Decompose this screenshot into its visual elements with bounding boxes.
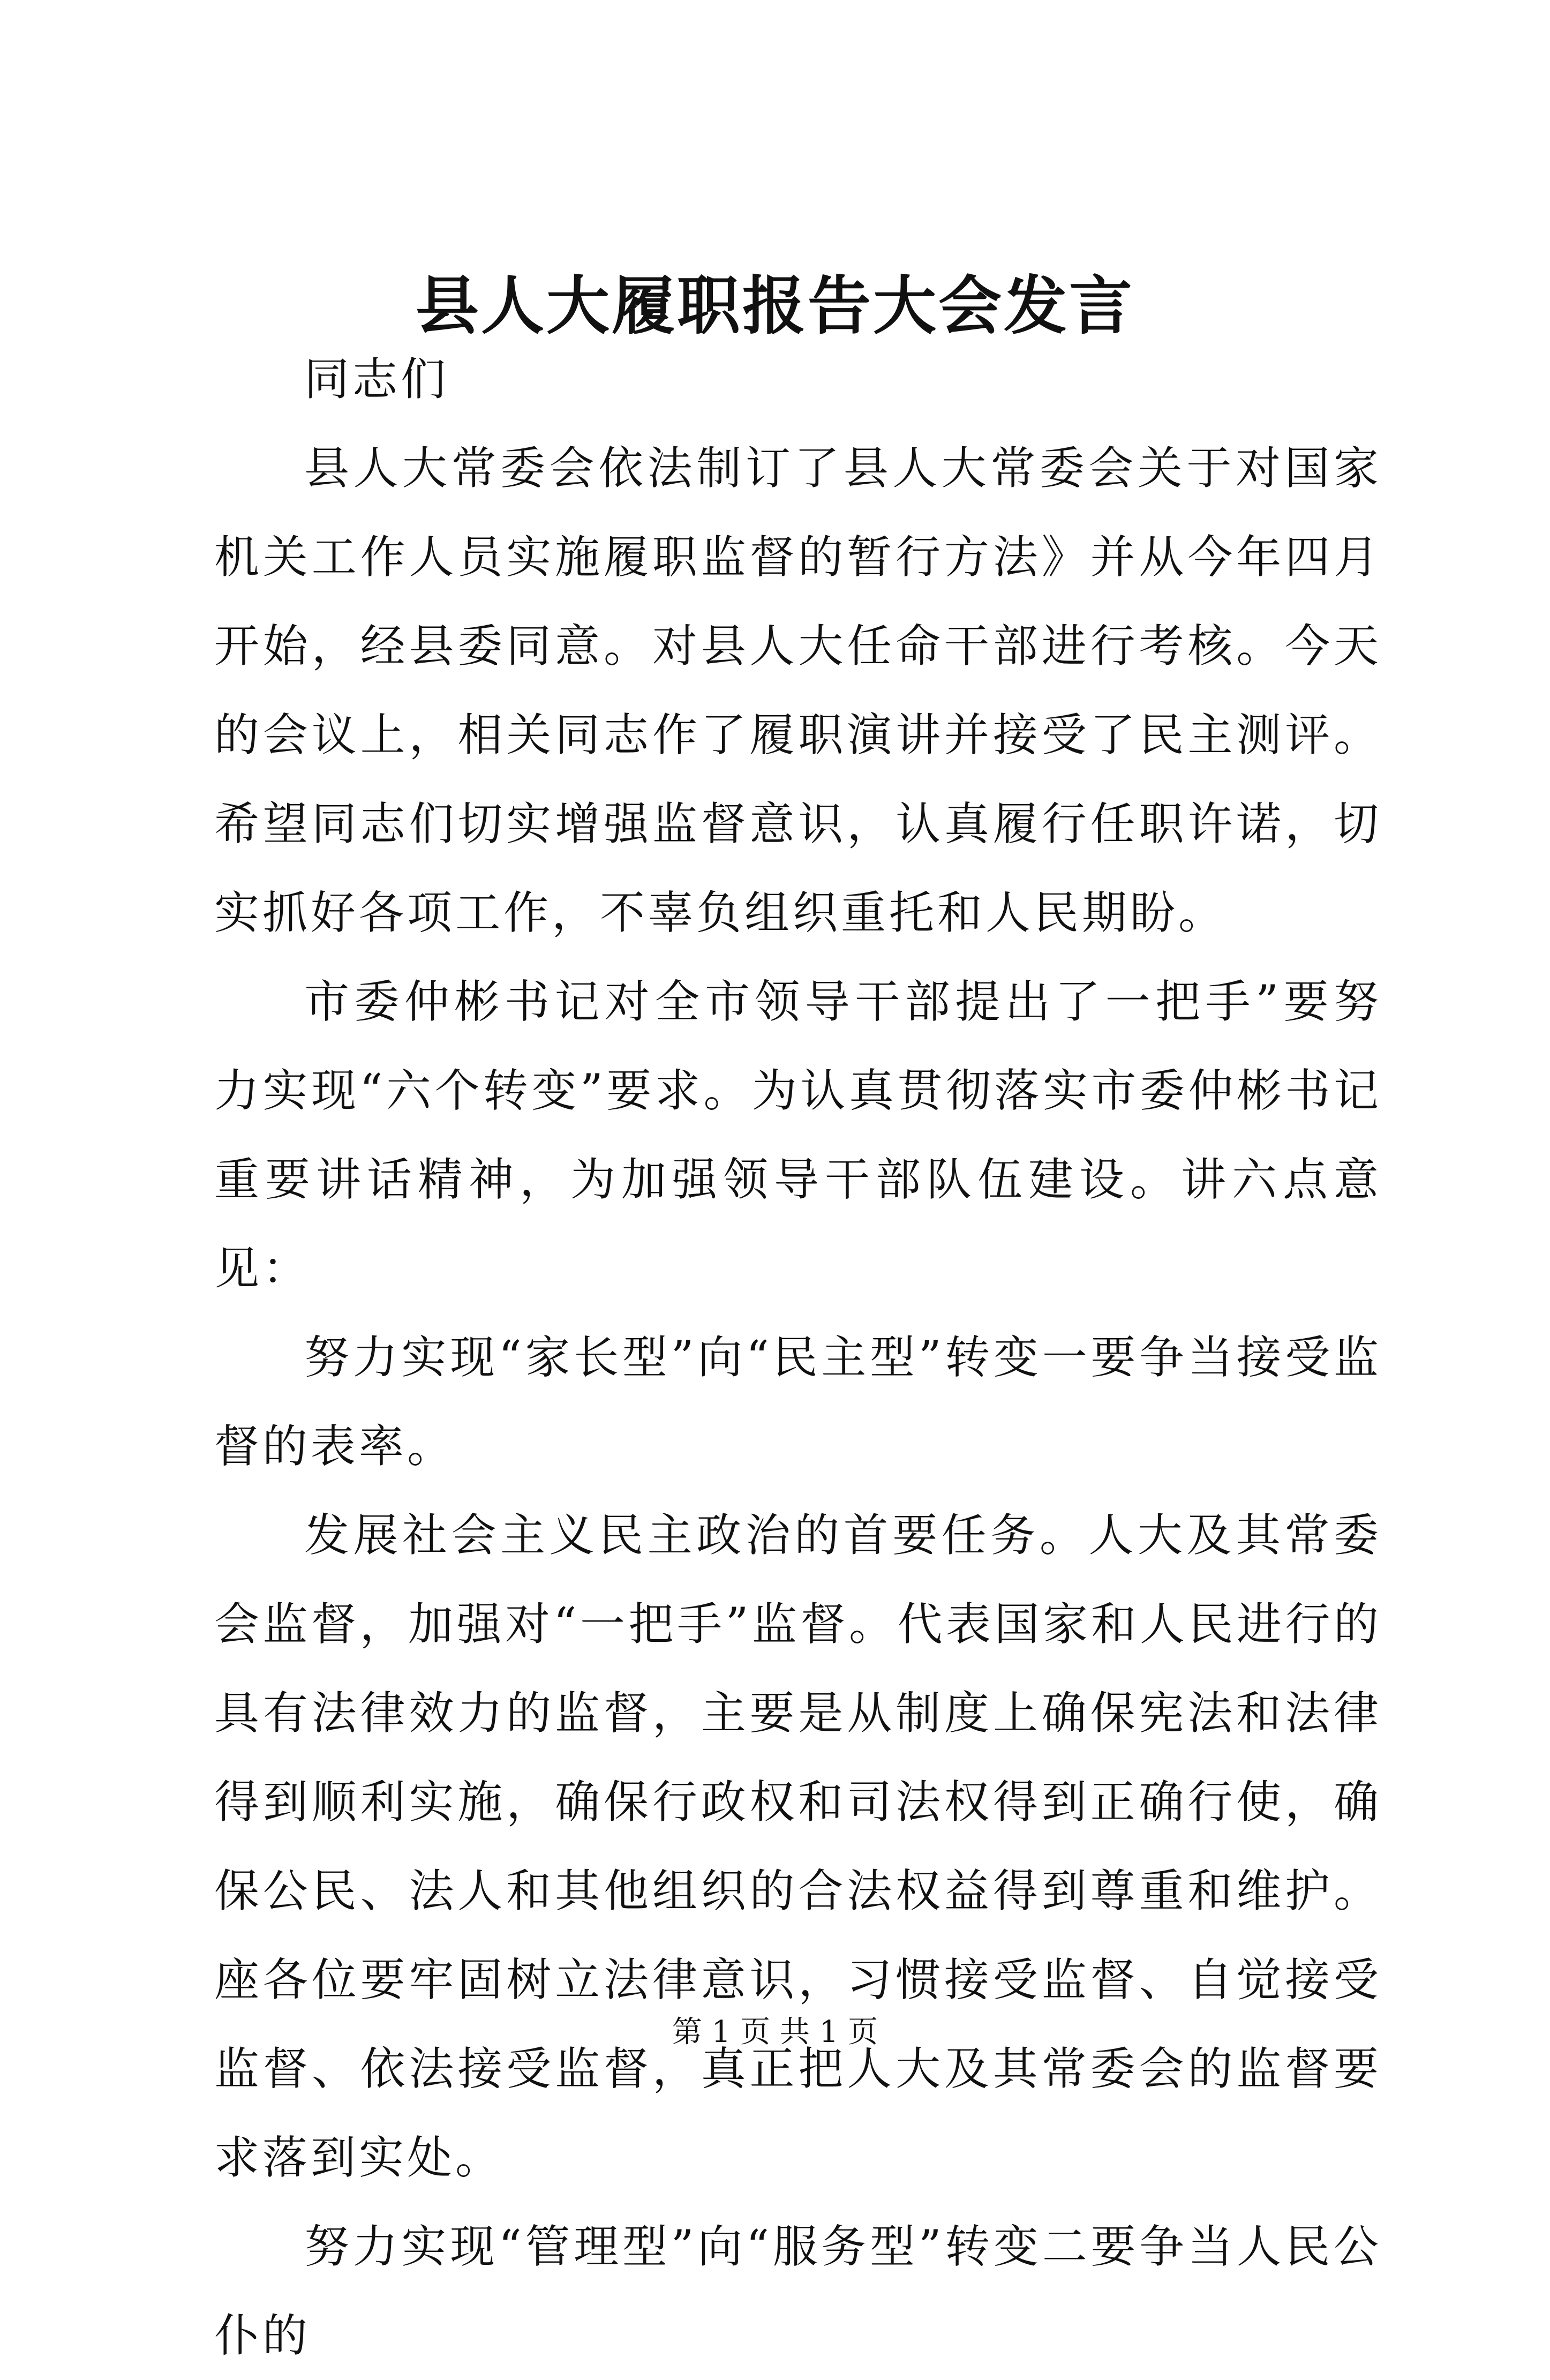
paragraph: 发展社会主义民主政治的首要任务。人大及其常委会监督，加强对“一把手”监督。代表国家和人民进行的具有法律效力的监督，主要是从制度上确保宪法和法律得到顺利实施，确保行政权和司法权得到正确行使，确保公民、法人和其他组织的合法权益得到尊重和维护。座各位要牢固树立法律意识，习惯接受监督、自觉接受监督、依法接受监督，真正把人大及其常委会的监督要求落到实处。: [214, 1509, 1382, 2184]
document-title: 县人大履职报告大会发言: [415, 268, 1134, 343]
salutation: 同志们: [304, 353, 449, 406]
document-body: [214, 335, 1382, 2380]
paragraph: 市委仲彬书记对全市领导干部提出了一把手”要努力实现“六个转变”要求。为认真贯彻落实市委仲彬书记重要讲话精神，为加强领导干部队伍建设。讲六点意见：: [214, 975, 1382, 1295]
paragraph: 努力实现“管理型”向“服务型”转变二要争当人民公仆的: [214, 2220, 1382, 2362]
paragraph: 县人大常委会依法制订了县人大常委会关于对国家机关工作人员实施履职监督的暂行方法》并从今年四月开始，经县委同意。对县人大任命干部进行考核。今天的会议上，相关同志作了履职演讲并接受了民主测评。希望同志们切实增强监督意识，认真履行任职许诺，切实抓好各项工作，不辜负组织重托和人民期盼。: [214, 442, 1382, 939]
paragraph: 努力实现“家长型”向“民主型”转变一要争当接受监督的表率。: [214, 1331, 1382, 1473]
page-footer: 第 1 页 共 1 页: [672, 2015, 878, 2049]
